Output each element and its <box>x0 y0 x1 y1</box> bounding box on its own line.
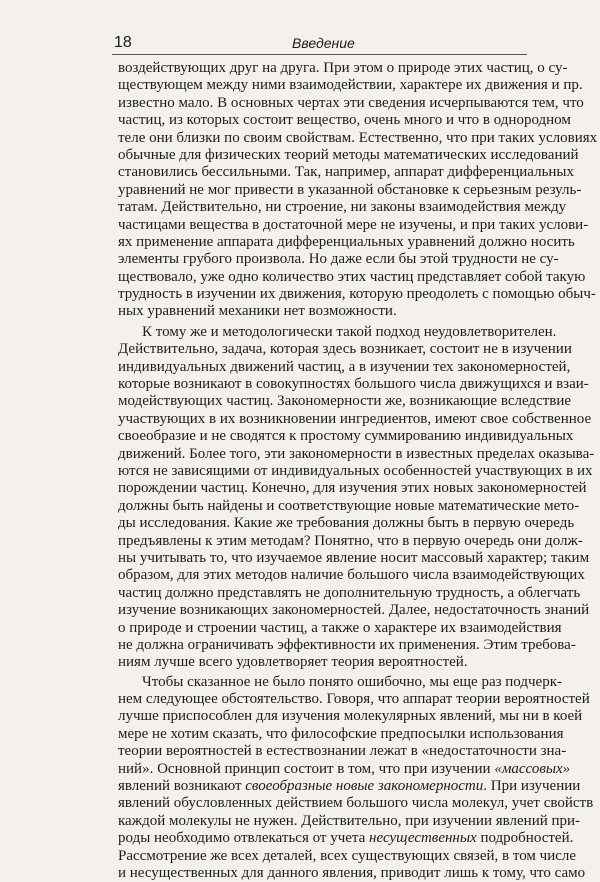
text-segment: теле они близки по своим свойствам. Естественно, что при таких условиях <box>118 129 598 146</box>
text-line <box>118 462 593 480</box>
text-line <box>118 532 583 550</box>
paragraph <box>118 323 595 672</box>
text-segment: и несущественных для данного явления, приводит лишь к тому, что само <box>118 864 586 881</box>
text-segment: нем следующее обстоятельство. Говоря, что аппарат теории вероятностей <box>118 691 590 708</box>
chapter-title: Введение <box>292 35 355 51</box>
text-segment: модействующих частиц. Закономерности же, возникающие вследствие <box>118 393 572 410</box>
text-segment: Чтобы сказанное не было понято ошибочно, мы еще раз подчерк- <box>142 673 562 690</box>
text-segment: становились бессильными. Так, например, аппарат дифференциальных <box>118 164 575 181</box>
text-line <box>118 233 575 251</box>
running-header <box>112 34 527 55</box>
text-segment: К тому же и методологически такой подход неудовлетворителен. <box>142 323 557 340</box>
text-line <box>118 549 590 567</box>
page-number: 18 <box>114 34 132 51</box>
text-line <box>118 567 585 584</box>
text-line <box>118 268 586 286</box>
text-line <box>118 778 581 795</box>
text-line <box>118 864 586 882</box>
text-segment: изучение возникающих закономерностей. Далее, недостаточность знаний <box>118 602 590 619</box>
text-segment: известно мало. В основных чертах эти сведения исчерпываются тем, что <box>118 94 584 111</box>
text-line <box>118 743 567 760</box>
text-segment: движений. Более того, эти закономерности в известных пределах оказыва- <box>118 445 595 462</box>
text-line <box>118 341 572 358</box>
text-line <box>118 251 559 268</box>
text-line <box>118 358 571 376</box>
text-line <box>118 725 564 743</box>
text-segment: ются не зависящими от индивидуальных особенностей участвующих в их <box>118 462 593 479</box>
text-segment: ществовало, уже одно количество этих частиц представляет собой такую <box>118 268 586 285</box>
text-line <box>118 691 590 708</box>
text-line <box>118 112 571 129</box>
text-line <box>118 216 589 234</box>
text-segment: образом, для этих методов наличие большого числа взаимодействующих <box>118 567 585 584</box>
text-line <box>118 303 526 320</box>
text-line <box>118 393 572 410</box>
text-segment: . При изучении <box>483 778 581 795</box>
text-segment: о природе и строении частиц, а также о характере их взаимодействия <box>118 619 562 636</box>
text-segment: ных уравнений механики нет возможности. <box>118 303 397 320</box>
text-line <box>118 129 598 147</box>
text-segment: ды исследования. Какие же требования должны быть в первую очередь <box>118 515 575 532</box>
text-line <box>118 497 580 515</box>
text-line <box>118 181 582 199</box>
text-segment: обычные для физических теорий методы математических исследований <box>118 146 579 163</box>
text-line <box>118 654 526 671</box>
text-segment: Рассмотрение же всех деталей, всех существующих связей, в том числе <box>118 847 577 864</box>
text-line <box>118 77 583 94</box>
text-segment: индивидуальных движений частиц, а в изучении тех закономерностей, <box>118 358 571 375</box>
text-segment: явлений возникают <box>118 778 246 795</box>
text-segment: роды необходимо отвлекаться от учета <box>118 830 370 847</box>
text-segment: ществующем между ними взаимодействии, характере их движения и пр. <box>118 77 583 94</box>
text-line <box>118 146 579 164</box>
text-line <box>118 410 592 428</box>
text-line <box>118 847 577 865</box>
text-segment: частиц, из которых состоит вещество, очень много и что в однородном <box>118 112 571 129</box>
text-line <box>118 164 575 181</box>
text-line <box>118 830 574 847</box>
text-segment: участвующих в их возникновении ингредиентов, имеют свое собственное <box>118 410 592 427</box>
text-segment: порождении частиц. Конечно, для изучения этих новых закономерностей <box>118 480 587 497</box>
text-line <box>118 673 562 691</box>
text-line <box>118 515 575 532</box>
text-line <box>118 795 594 812</box>
text-line <box>118 199 567 216</box>
text-segment: частиц должно представлять не дополнительную трудность, а облегчать <box>118 584 581 601</box>
text-line <box>118 708 583 725</box>
text-segment: предъявлены к этим методам? Понятно, что в первую очередь они долж- <box>118 532 583 549</box>
text-line <box>118 445 595 463</box>
text-line <box>118 323 557 341</box>
italic-text: «массовых» <box>494 760 571 777</box>
text-line <box>118 428 574 445</box>
text-segment: не должна ограничивать эффективности их применения. Этим требова- <box>118 636 576 653</box>
text-segment: ях применение аппарата дифференциальных уравнений должно носить <box>118 233 575 250</box>
text-segment: трудность в изучении их движения, которую преодолеть с помощью обыч- <box>118 286 596 303</box>
text-line <box>118 94 584 112</box>
paragraph <box>118 60 598 321</box>
paragraph <box>118 673 594 882</box>
text-line <box>118 584 581 602</box>
body-text <box>118 60 598 882</box>
text-segment: ний». Основной принцип состоит в том, что при изучении <box>118 760 495 777</box>
text-segment: теории вероятностей в естествознании лежат в «недостаточности зна- <box>118 743 567 760</box>
text-segment: которые возникают в совокупностях большого числа движущихся и взаи- <box>118 376 589 393</box>
text-segment: подробностей. <box>476 830 574 847</box>
text-line <box>118 286 596 303</box>
text-segment: своеобразие и не сводятся к простому суммированию индивидуальных <box>118 428 574 445</box>
text-segment: уравнений не мог привести в указанной обстановке к серьезным резуль- <box>118 181 582 198</box>
text-line <box>118 480 587 497</box>
text-segment: каждой молекулы не нужен. Действительно, при изучении явлений при- <box>118 812 581 829</box>
text-segment: мере не хотим сказать, что философские предпосылки использования <box>118 725 564 742</box>
text-line <box>118 602 590 619</box>
text-line <box>118 619 562 637</box>
text-segment: должны быть найдены и соответствующие новые математические мето- <box>118 497 580 514</box>
italic-text: несущественных <box>369 830 477 847</box>
text-segment: частицами вещества в достаточной мере не изучены, и при таких услови- <box>118 216 589 233</box>
text-segment: явлений обусловленных действием большого числа молекул, учет свойств <box>118 795 594 812</box>
text-segment: Действительно, задача, которая здесь возникает, состоит не в изучении <box>118 341 572 358</box>
text-segment: лучше приспособлен для изучения молекулярных явлений, мы ни в коей <box>118 708 583 725</box>
text-line <box>118 760 571 778</box>
text-segment: воздействующих друг на друга. При этом о природе этих частиц, о су- <box>118 60 568 76</box>
text-segment: элементы грубого произвола. Но даже если бы этой трудности не су- <box>118 251 559 268</box>
text-line <box>118 376 589 393</box>
text-line <box>118 636 576 654</box>
italic-text: своеобразные новые закономерности <box>245 778 484 795</box>
text-line <box>118 60 568 77</box>
text-line <box>118 812 581 830</box>
text-segment: ны учитывать то, что изучаемое явление носит массовый характер; таким <box>118 549 590 566</box>
text-segment: ниям лучше всего удовлетворяет теория вероятностей. <box>118 654 468 671</box>
text-segment: татам. Действительно, ни строение, ни законы взаимодействия между <box>118 199 567 216</box>
